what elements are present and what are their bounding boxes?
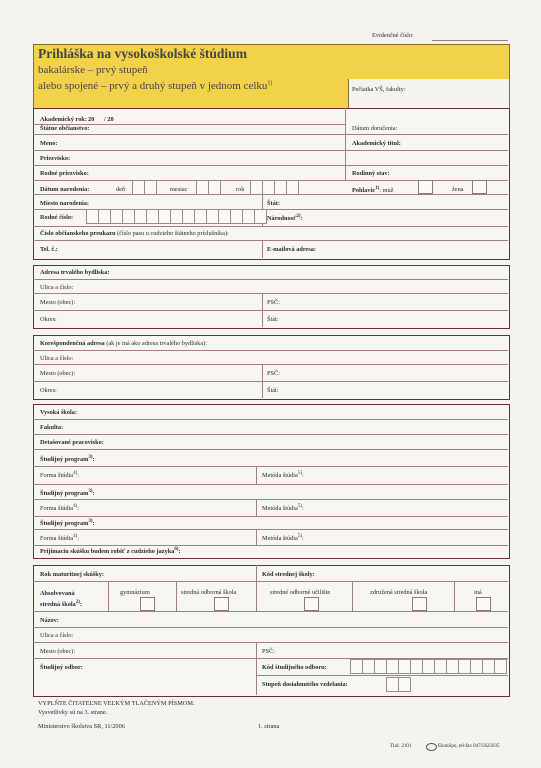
option-sou: stredné odborné učilište xyxy=(270,589,331,596)
detasovane-label: Detašované pracovisko: xyxy=(40,439,104,446)
trvale-heading: Adresa trvalého bydliska: xyxy=(40,269,110,276)
sos-checkbox[interactable] xyxy=(214,597,229,611)
option-gymnazium: gymnázium xyxy=(120,589,150,596)
publisher-logo-icon xyxy=(426,743,437,751)
stat-narodenia-label: Štát: xyxy=(267,200,280,207)
miesto-narodenia-label: Miesto narodenia: xyxy=(40,200,90,207)
mesiac-cells[interactable] xyxy=(196,180,221,193)
cislo-op-label: Číslo občianskeho preukazu (číslo pasu u cudzieho štátneho príslušníka): xyxy=(40,230,229,237)
koresp-ulica-label: Ulica a číslo: xyxy=(40,355,74,362)
kod-skoly-label: Kód strednej školy: xyxy=(262,571,315,578)
program-2-label: Študijný program$^{3)}$: xyxy=(40,489,95,498)
mesiac-label: mesiac xyxy=(170,186,188,193)
form-title: Prihláška na vysokoškolské štúdium xyxy=(38,46,247,61)
datum-dorucenia-label: Dátum doručenia: xyxy=(352,125,398,132)
peciatka-label: Pečiatka VŠ, fakulty: xyxy=(352,86,406,93)
sou-checkbox[interactable] xyxy=(304,597,319,611)
statne-obcianstvo-label: Štátne občianstvo: xyxy=(40,125,90,132)
kod-odboru-cells[interactable] xyxy=(350,659,507,672)
zss-checkbox[interactable] xyxy=(412,597,427,611)
print-code: Tlač. 2101 xyxy=(390,744,412,749)
koresp-stat-label: Štát: xyxy=(267,387,279,394)
koresp-psc-label: PSČ: xyxy=(267,370,280,377)
akademicky-titul-label: Akademický titul: xyxy=(352,140,401,147)
datum-narodenia-label: Dátum narodenia: xyxy=(40,186,90,193)
instruction-explanations: Vysvetlivky sú na 3. strane. xyxy=(38,709,108,716)
narodnost-label: Národnosť$^{2)}$: xyxy=(267,214,303,223)
forma-3-label: Forma štúdia$^{4)}$: xyxy=(40,534,79,543)
ministry-label: Ministerstvo školstva SR, 11/2006 xyxy=(38,723,125,730)
skola-psc-label: PSČ: xyxy=(262,648,275,655)
akademicky-rok-20[interactable]: 20 xyxy=(88,116,95,123)
trvale-okres-label: Okres: xyxy=(40,316,57,323)
option-zss: združená stredná škola xyxy=(370,589,428,596)
stupen-vzdelania-label: Stupeň dosiahnutého vzdelania: xyxy=(262,681,348,688)
form-subtitle-2: alebo spojené – prvý a druhý stupeň v jednom celku$^{1)}$ xyxy=(38,80,273,92)
skola-ulica-label: Ulica a číslo: xyxy=(40,632,74,639)
option-sos: stredná odborná škola xyxy=(181,589,237,596)
form-subtitle-1: bakalárske – prvý stupeň xyxy=(38,64,148,76)
akademicky-rok-slash[interactable]: / 20 xyxy=(104,116,114,123)
koresp-heading: Korešpondenčná adresa (ak je iná ako adresa trvalého bydliska): xyxy=(40,340,207,347)
gymnazium-checkbox[interactable] xyxy=(140,597,155,611)
evidencne-cislo-line[interactable] xyxy=(432,40,508,41)
ina-checkbox[interactable] xyxy=(476,597,491,611)
metoda-2-label: Metóda štúdia$^{5)}$: xyxy=(262,504,304,513)
absolvovana-label: Absolvovaná stredná škola$^{2)}$: xyxy=(40,590,83,609)
zena-checkbox[interactable] xyxy=(472,180,487,194)
kod-odboru-label: Kód študijného odboru: xyxy=(262,664,327,671)
fakulta-label: Fakulta: xyxy=(40,424,64,431)
metoda-3-label: Metóda štúdia$^{5)}$: xyxy=(262,534,304,543)
email-label: E-mailová adresa: xyxy=(267,246,317,253)
vysoka-skola-label: Vysoká škola: xyxy=(40,409,78,416)
publisher-label: EkonSpo, tel-fax 047/5625035 xyxy=(438,744,500,749)
pohlavie-label: Pohlavie$^{1)}$: muž xyxy=(352,186,394,195)
trvale-psc-label: PSČ: xyxy=(267,299,280,306)
forma-2-label: Forma štúdia$^{4)}$: xyxy=(40,504,79,513)
akademicky-rok-label: Akademický rok: xyxy=(40,116,87,123)
trvale-mesto-label: Mesto (obec): xyxy=(40,299,76,306)
koresp-okres-label: Okres: xyxy=(40,387,57,394)
rodinny-stav-label: Rodinný stav: xyxy=(352,170,390,177)
rok-cells[interactable] xyxy=(250,180,299,193)
rodne-cislo-label: Rodné číslo: xyxy=(40,214,74,221)
page-number: 1. strana xyxy=(258,723,280,730)
forma-1-label: Forma štúdia$^{4)}$: xyxy=(40,471,79,480)
meno-label: Meno: xyxy=(40,140,58,147)
program-3-label: Študijný program$^{3)}$: xyxy=(40,519,95,528)
program-1-label: Študijný program$^{3)}$: xyxy=(40,455,95,464)
muz-checkbox[interactable] xyxy=(418,180,433,194)
den-label: deň xyxy=(116,186,126,193)
rok-maturity-label: Rok maturitnej skúšky: xyxy=(40,571,105,578)
zena-label: žena xyxy=(452,186,464,193)
trvale-stat-label: Štát: xyxy=(267,316,279,323)
tel-label: Tel. č.: xyxy=(40,246,58,253)
trvale-ulica-label: Ulica a číslo: xyxy=(40,284,74,291)
rodne-priezvisko-label: Rodné priezvisko: xyxy=(40,170,89,177)
instruction-caps: VYPLŇTE ČITATEĽNE VEĽKÝM TLAČENÝM PÍSMOM. xyxy=(38,700,195,707)
rodne-cislo-cells[interactable] xyxy=(86,209,267,222)
studijny-odbor-label: Študijný odbor: xyxy=(40,664,83,671)
metoda-1-label: Metóda štúdia$^{5)}$: xyxy=(262,471,304,480)
den-cells[interactable] xyxy=(132,180,157,193)
rok-label: rok xyxy=(236,186,245,193)
evidencne-cislo-label: Evidenčné číslo: xyxy=(372,32,414,39)
option-ina: iná xyxy=(474,589,482,596)
koresp-mesto-label: Mesto (obec): xyxy=(40,370,76,377)
priezvisko-label: Priezvisko: xyxy=(40,155,71,162)
maturita-section xyxy=(33,565,510,697)
nazov-label: Názov: xyxy=(40,617,59,624)
skola-mesto-label: Mesto (obec): xyxy=(40,648,76,655)
skuska-jazyk-label: Prijímaciu skúšku budem robiť z cudzieho jazyka$^{6)}$: xyxy=(40,547,181,556)
stupen-cells[interactable] xyxy=(386,677,411,690)
